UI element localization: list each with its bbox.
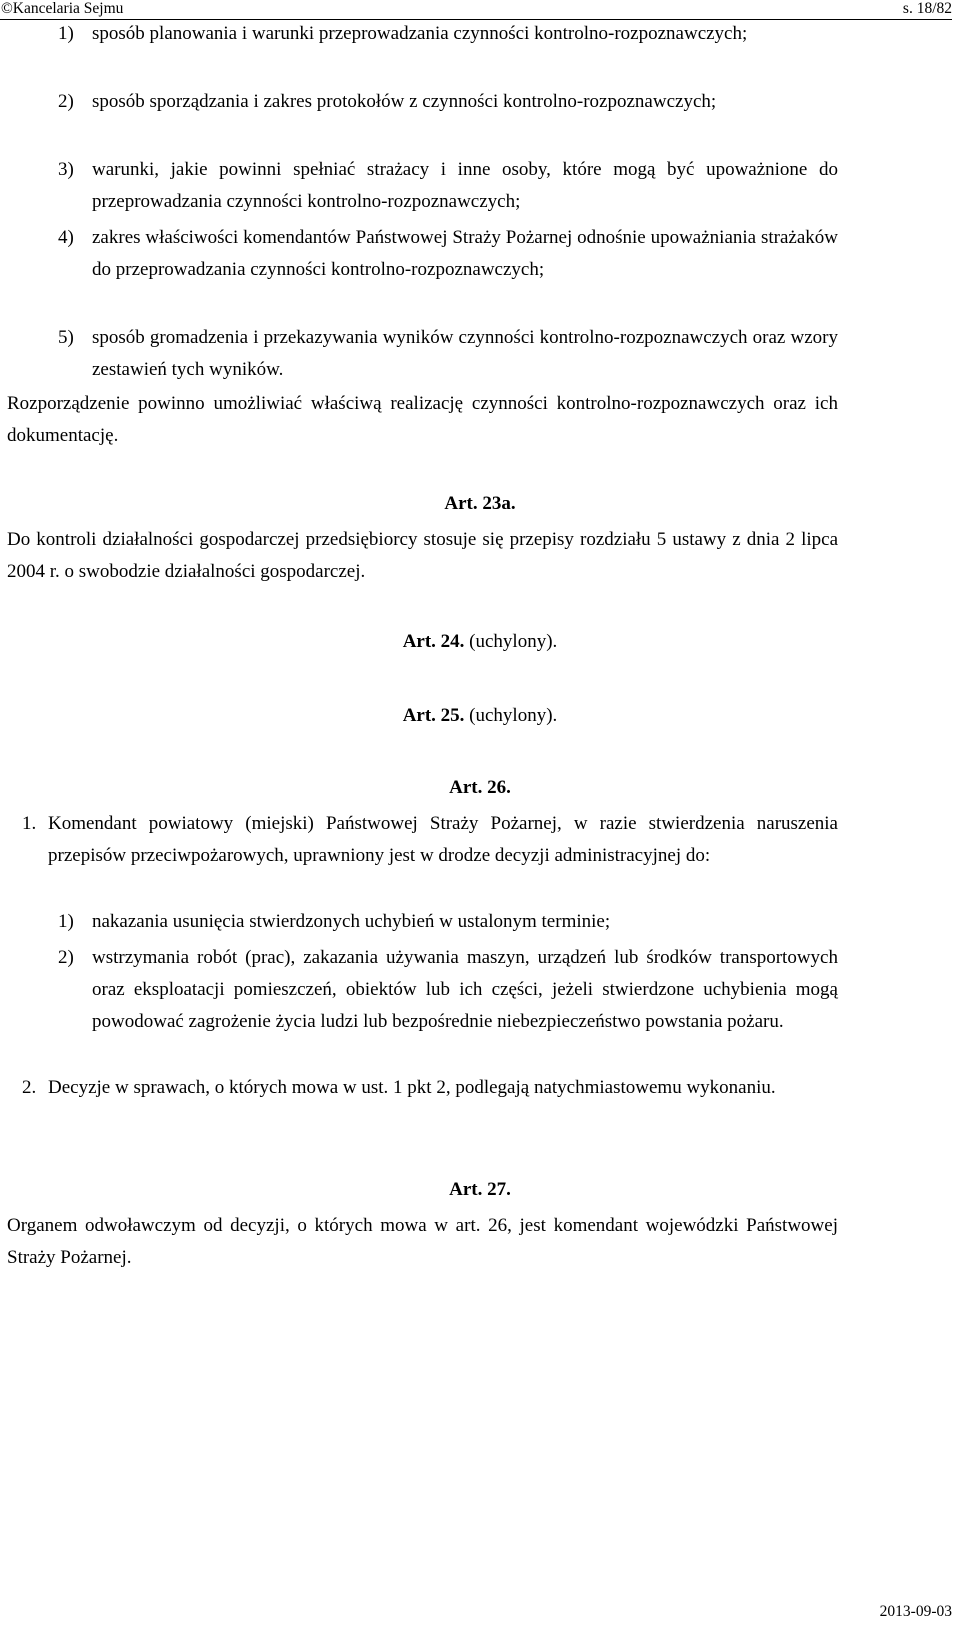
article-title-24: Art. 24. xyxy=(402,631,465,652)
list-item-number: 2) xyxy=(58,91,74,112)
article-text-23a: Do kontroli działalności gospodarczej przedsiębiorcy stosuje się przepisy rozdziału 5 ustawy z dnia 2 lipca 2004 r. o swobodzie działalności gospodarczej. xyxy=(7,529,838,582)
list-item-number: 3) xyxy=(58,159,74,180)
header-source: ©Kancelaria Sejmu xyxy=(1,0,124,17)
article-24 xyxy=(0,626,960,658)
footer-date: 2013-09-03 xyxy=(879,1603,952,1620)
paragraph-number: 2. xyxy=(22,1077,37,1098)
article-title-26: Art. 26. xyxy=(449,777,511,798)
article-title-23a: Art. 23a. xyxy=(444,493,516,514)
list-item-text: wstrzymania robót (prac), zakazania używania maszyn, urządzeń lub środków transportowych oraz eksploatacji pomieszczeń, obiektów lub ich części, jeżeli stwierdzone uchybienia mogą powodować zagrożenie życia ludzi lub bezpośrednie niebezpieczeństwo powstania pożaru. xyxy=(92,947,838,1032)
list-item-number: 1) xyxy=(58,911,74,932)
paragraph-regulation: Rozporządzenie powinno umożliwiać właściwą realizację czynności kontrolno-rozpoznawczych oraz ich dokumentację. xyxy=(7,393,838,446)
list-item-number: 1) xyxy=(58,23,74,44)
list-item-number: 4) xyxy=(58,227,74,248)
article-note-24: (uchylony). xyxy=(469,631,558,652)
article-title-27: Art. 27. xyxy=(449,1179,511,1200)
article-text-27: Organem odwoławczym od decyzji, o których mowa w art. 26, jest komendant wojewódzki Państwowej Straży Pożarnej. xyxy=(7,1215,838,1268)
list-item-text: sposób sporządzania i zakres protokołów z czynności kontrolno-rozpoznawczych; xyxy=(92,91,717,112)
list-item-text: nakazania usunięcia stwierdzonych uchybień w ustalonym terminie; xyxy=(92,911,611,932)
article-25 xyxy=(0,700,960,732)
paragraph-number: 1. xyxy=(22,813,37,834)
list-item-text: sposób gromadzenia i przekazywania wyników czynności kontrolno-rozpoznawczych oraz wzory zestawień tych wyników. xyxy=(92,327,838,380)
article-title-25: Art. 25. xyxy=(402,705,465,726)
list-item-number: 2) xyxy=(58,947,74,968)
list-item-text: zakres właściwości komendantów Państwowej Straży Pożarnej odnośnie upoważniania strażaków do przeprowadzania czynności kontrolno-rozpoznawczych; xyxy=(92,227,838,280)
list-item-number: 5) xyxy=(58,327,74,348)
article-26-paragraph-2: Decyzje w sprawach, o których mowa w ust. 1 pkt 2, podlegają natychmiastowemu wykonaniu. xyxy=(48,1077,776,1098)
article-note-25: (uchylony). xyxy=(469,705,558,726)
list-item-text: sposób planowania i warunki przeprowadzania czynności kontrolno-rozpoznawczych; xyxy=(92,23,748,44)
article-26-paragraph-1: Komendant powiatowy (miejski) Państwowej Straży Pożarnej, w razie stwierdzenia naruszenia przepisów przeciwpożarowych, uprawniony jest w drodze decyzji administracyjnej do: xyxy=(48,813,838,866)
header-page-number: s. 18/82 xyxy=(902,0,952,17)
list-item-text: warunki, jakie powinni spełniać strażacy i inne osoby, które mogą być upoważnione do przeprowadzania czynności kontrolno-rozpoznawczych; xyxy=(92,159,838,212)
